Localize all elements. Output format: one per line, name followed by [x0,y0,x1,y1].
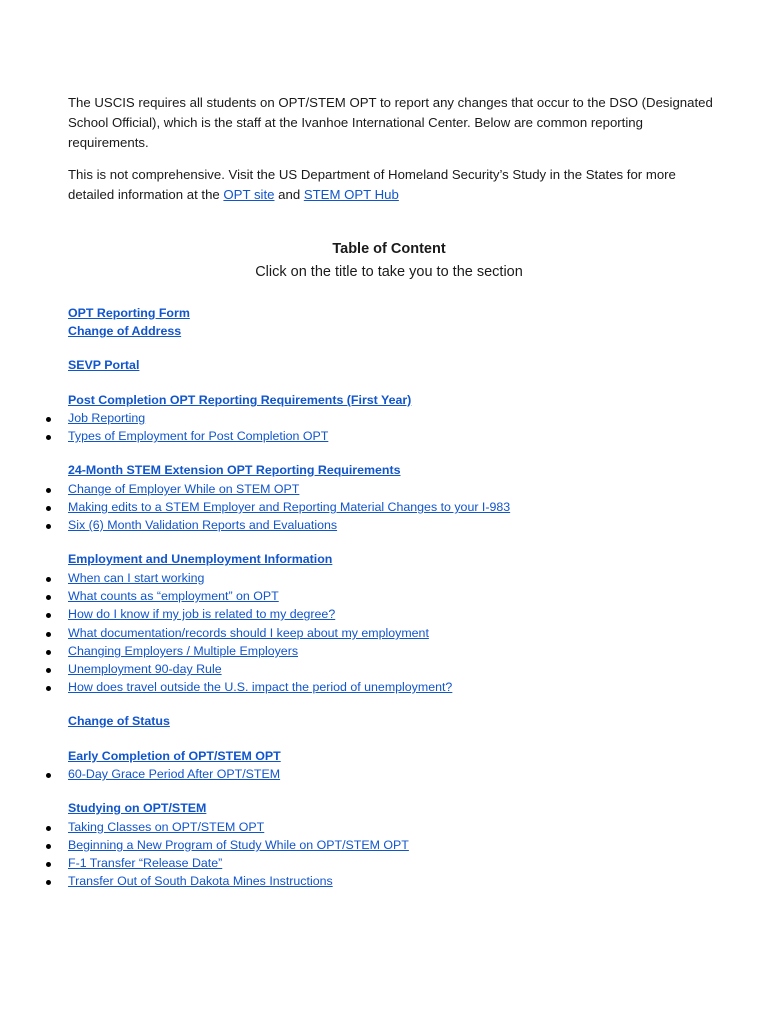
toc-subsection-link[interactable]: Taking Classes on OPT/STEM OPT [68,820,265,834]
toc-subsection-link[interactable]: Beginning a New Program of Study While on OPT/STEM OPT [68,838,409,852]
info-text-b: and [274,187,304,202]
bullet-icon [46,595,51,600]
toc-subsection-link[interactable]: How do I know if my job is related to my degree? [68,607,336,621]
info-text-a: This is not comprehensive. Visit the US Department of Homeland Security’s Study in the States for more detailed information at the [68,167,676,202]
bullet-icon [46,773,51,778]
bullet-icon [46,632,51,637]
stem-opt-hub-link[interactable]: STEM OPT Hub [303,187,399,202]
toc-subtitle: Click on the title to take you to the section [255,264,523,280]
bullet-icon [46,506,51,511]
toc-section-link[interactable]: Change of Address [68,324,182,338]
bullet-icon [46,668,51,673]
info-paragraph [68,165,718,205]
toc-subsection-link[interactable]: Change of Employer While on STEM OPT [68,482,300,496]
toc-title: Table of Content [332,241,446,257]
opt-site-link[interactable]: OPT site [223,187,275,202]
toc-subsection-link[interactable]: F-1 Transfer “Release Date” [68,856,223,870]
toc-subsection-link[interactable]: Changing Employers / Multiple Employers [68,644,299,658]
toc-subsection-link[interactable]: Types of Employment for Post Completion OPT [68,429,329,443]
toc-section-link[interactable]: OPT Reporting Form [68,306,190,320]
bullet-icon [46,862,51,867]
intro-paragraph: The USCIS requires all students on OPT/STEM OPT to report any changes that occur to the DSO (Designated School Official), which is the staff at the Ivanhoe International Center. Below are common reporting requirements. [68,95,713,150]
toc-section-link[interactable]: Post Completion OPT Reporting Requirements (First Year) [68,393,412,407]
toc-subsection-link[interactable]: When can I start working [68,571,205,585]
toc-subsection-link[interactable]: Transfer Out of South Dakota Mines Instructions [68,874,333,888]
bullet-icon [46,524,51,529]
bullet-icon [46,880,51,885]
bullet-icon [46,435,51,440]
toc-section-link[interactable]: SEVP Portal [68,358,140,372]
toc-subsection-link[interactable]: What counts as “employment” on OPT [68,589,279,603]
toc-section-link[interactable]: Studying on OPT/STEM [68,801,207,815]
toc-section-link[interactable]: Change of Status [68,714,170,728]
toc-subsection-link[interactable]: Job Reporting [68,411,146,425]
toc-section-link[interactable]: Early Completion of OPT/STEM OPT [68,749,281,763]
toc-section-link[interactable]: Employment and Unemployment Information [68,552,333,566]
bullet-icon [46,613,51,618]
bullet-icon [46,417,51,422]
toc-subsection-link[interactable]: What documentation/records should I keep about my employment [68,626,429,640]
toc-subsection-link[interactable]: Unemployment 90-day Rule [68,662,222,676]
bullet-icon [46,488,51,493]
toc-subsection-link[interactable]: Making edits to a STEM Employer and Reporting Material Changes to your I-983 [68,500,511,514]
bullet-icon [46,686,51,691]
bullet-icon [46,577,51,582]
bullet-icon [46,844,51,849]
bullet-icon [46,826,51,831]
toc-subsection-link[interactable]: How does travel outside the U.S. impact the period of unemployment? [68,680,453,694]
toc-section-link[interactable]: 24-Month STEM Extension OPT Reporting Requirements [68,463,401,477]
toc-subsection-link[interactable]: Six (6) Month Validation Reports and Evaluations [68,518,338,532]
bullet-icon [46,650,51,655]
toc-subsection-link[interactable]: 60-Day Grace Period After OPT/STEM [68,767,281,781]
